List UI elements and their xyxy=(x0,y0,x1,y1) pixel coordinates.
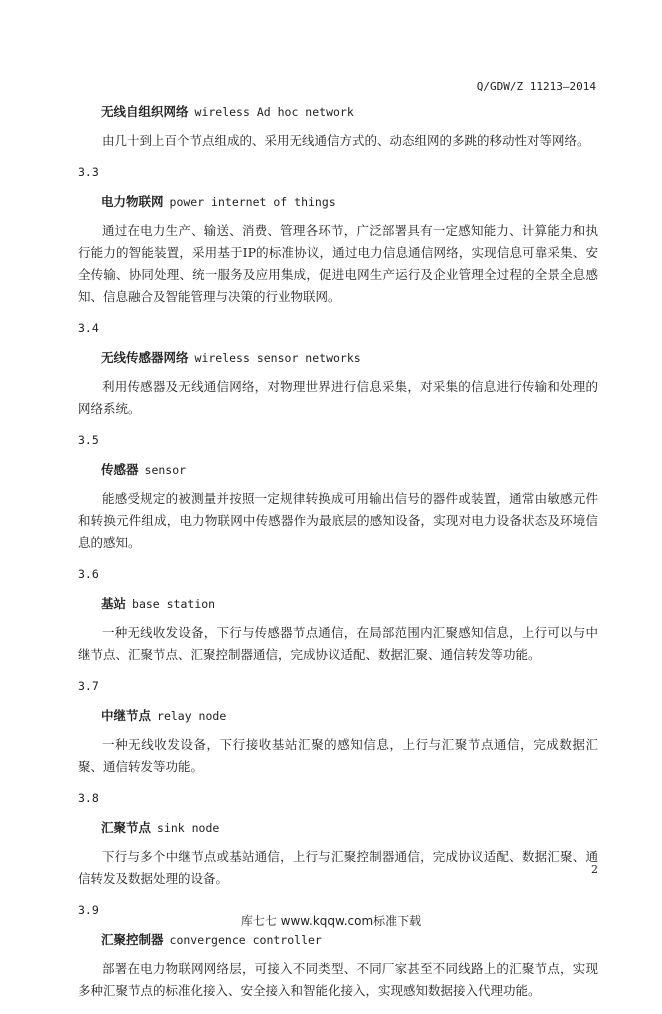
term-chinese: 无线传感器网络 xyxy=(101,350,189,365)
term-chinese: 电力物联网 xyxy=(101,194,164,209)
term-heading xyxy=(101,350,598,366)
term-heading xyxy=(101,194,598,210)
clause-number: 3.5 xyxy=(78,433,99,447)
footer-watermark: 库七七 www.kqqw.com标准下载 xyxy=(240,914,422,928)
term-heading xyxy=(101,932,598,948)
term-definition: 通过在电力生产、输送、消费、管理各环节，广泛部署具有一定感知能力、计算能力和执行能力的智能装置，采用基于IP的标准协议，通过电力信息通信网络，实现信息可靠采集、安全传输、协同处理、统一服务及应用集成，促进电网生产运行及企业管理全过程的全景全息感知、信息融合及智能管理与决策的行业物联网。 xyxy=(78,223,598,304)
term-chinese: 中继节点 xyxy=(101,708,152,723)
term-definition: 利用传感器及无线通信网络，对物理世界进行信息采集，对采集的信息进行传输和处理的网络系统。 xyxy=(78,379,598,416)
clause-number: 3.8 xyxy=(78,791,99,805)
clause-number: 3.3 xyxy=(78,165,99,179)
document-body xyxy=(78,104,598,1014)
term-chinese: 基站 xyxy=(101,596,127,611)
page-number: 2 xyxy=(591,863,598,876)
term-english: base station xyxy=(132,597,216,611)
term-heading xyxy=(101,708,598,724)
term-english: wireless sensor networks xyxy=(194,351,361,365)
term-english: sink node xyxy=(157,821,220,835)
term-chinese: 汇聚控制器 xyxy=(101,932,164,947)
term-definition: 能感受规定的被测量并按照一定规律转换成可用输出信号的器件或装置，通常由敏感元件和转换元件组成，电力物联网中传感器作为最底层的感知设备，实现对电力设备状态及环境信息的感知。 xyxy=(78,491,598,550)
term-english: wireless Ad hoc network xyxy=(194,105,354,119)
term-definition: 部署在电力物联网网络层，可接入不同类型、不同厂家甚至不同线路上的汇聚节点，实现多种汇聚节点的标准化接入、安全接入和智能化接入，实现感知数据接入代理功能。 xyxy=(78,961,598,998)
term-heading xyxy=(101,820,598,836)
term-definition: 下行与多个中继节点或基站通信，上行与汇聚控制器通信，完成协议适配、数据汇聚、通信转发及数据处理的设备。 xyxy=(78,849,598,886)
term-definition: 由几十到上百个节点组成的、采用无线通信方式的、动态组网的多跳的移动性对等网络。 xyxy=(102,133,590,148)
term-heading xyxy=(101,596,598,612)
term-heading xyxy=(101,462,598,478)
clause-number: 3.7 xyxy=(78,679,99,693)
term-english: sensor xyxy=(144,463,187,477)
term-english: relay node xyxy=(157,709,227,723)
term-chinese: 传感器 xyxy=(101,462,139,477)
term-definition: 一种无线收发设备，下行接收基站汇聚的感知信息，上行与汇聚节点通信，完成数据汇聚、通信转发等功能。 xyxy=(78,737,598,774)
term-chinese: 无线自组织网络 xyxy=(101,104,189,119)
term-definition: 一种无线收发设备，下行与传感器节点通信，在局部范围内汇聚感知信息，上行可以与中继节点、汇聚节点、汇聚控制器通信，完成协议适配、数据汇聚、通信转发等功能。 xyxy=(78,625,598,662)
term-english: convergence controller xyxy=(169,933,322,947)
document-code: Q/GDW/Z 11213—2014 xyxy=(476,80,596,93)
term-english: power internet of things xyxy=(169,195,336,209)
term-heading xyxy=(101,104,598,120)
clause-number: 3.4 xyxy=(78,321,99,335)
clause-number: 3.9 xyxy=(78,903,99,917)
term-chinese: 汇聚节点 xyxy=(101,820,152,835)
clause-number: 3.6 xyxy=(78,567,99,581)
